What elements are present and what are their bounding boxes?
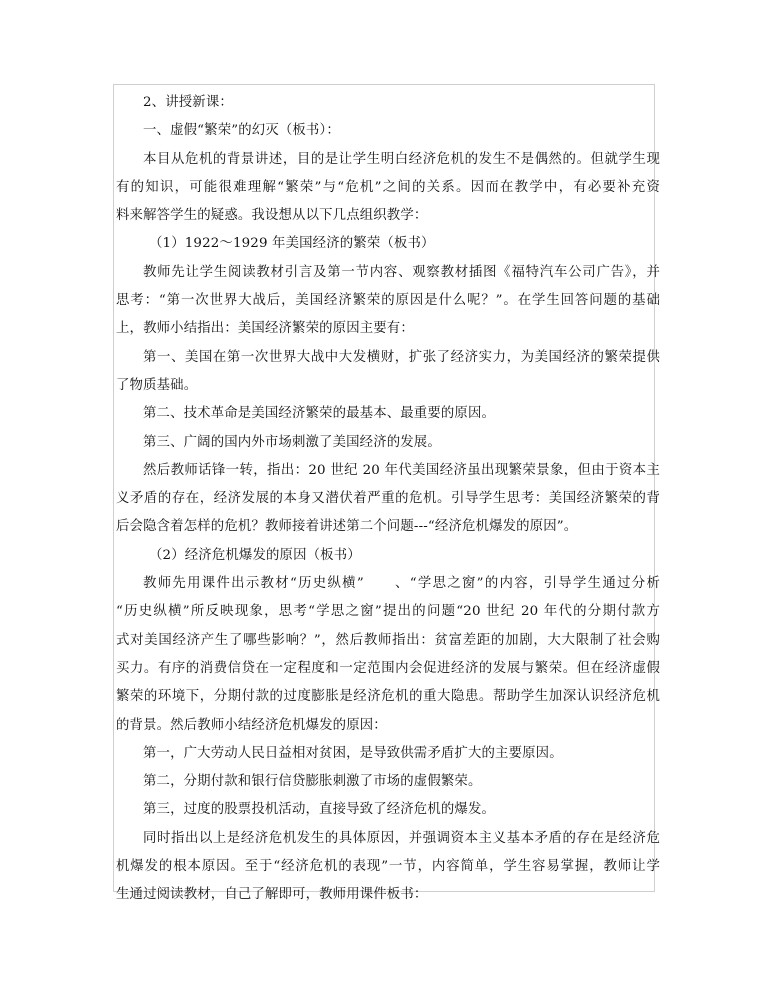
paragraph-line: 然后教师话锋一转，指出：20 世纪 20 年代美国经济虽出现繁荣景象，但由于资本主 (143, 462, 660, 478)
line-text-part: 、“学思之窗”的内容，引导学生通过分析 (393, 576, 661, 592)
line-text-part: 教师先用课件出示教材“历史纵横” (143, 576, 364, 592)
paragraph-line: 教师先让学生阅读教材引言及第一节内容、观察教材插图《福特汽车公司广告》，并 (143, 264, 660, 280)
paragraph-line: 一、虚假“繁荣”的幻灭（板书）： (143, 123, 340, 139)
paragraph-line: 上，教师小结指出：美国经济繁荣的原因主要有： (116, 321, 414, 337)
paragraph-line: 思考：“第一次世界大战后，美国经济繁荣的原因是什么呢？”。在学生回答问题的基础 (116, 293, 660, 309)
paragraph-line: 第二、技术革命是美国经济繁荣的最基本、最重要的原因。 (143, 406, 496, 422)
paragraph-line: （1）1922～1929 年美国经济的繁荣（板书） (149, 236, 435, 252)
paragraph-line: 第二，分期付款和银行信贷膨胀刺激了市场的虚假繁荣。 (143, 774, 482, 790)
paragraph-line: 同时指出以上是经济危机发生的具体原因，并强调资本主义基本矛盾的存在是经济危 (143, 830, 660, 846)
paragraph-line: 繁荣的环境下，分期付款的过度膨胀是经济危机的重大隐患。帮助学生加深认识经济危机 (116, 689, 660, 705)
paragraph-line: 的背景。然后教师小结经济危机爆发的原因： (116, 717, 387, 733)
paragraph-line: 买力。有序的消费信贷在一定程度和一定范围内会促进经济的发展与繁荣。但在经济虚假 (116, 660, 660, 676)
paragraph-line: 机爆发的根本原因。至于“经济危机的表现”一节，内容简单，学生容易掌握，教师让学 (116, 859, 660, 875)
paragraph-line: 了物质基础。 (116, 377, 198, 393)
paragraph-line (116, 570, 660, 598)
paragraph-line: 生通过阅读教材，自己了解即可，教师用课件板书： (116, 887, 428, 903)
paragraph-line: 第一、美国在第一次世界大战中大发横财，扩张了经济实力，为美国经济的繁荣提供 (143, 349, 660, 365)
paragraph-line: 第三、广阔的国内外市场刺激了美国经济的发展。 (143, 434, 441, 450)
paragraph-line: 2、讲授新课： (143, 95, 233, 110)
paragraph-line: 有的知识，可能很难理解“繁荣”与“危机”之间的关系。因而在教学中，有必要补充资 (116, 179, 660, 195)
paragraph-line: “历史纵横”所反映现象，思考“学思之窗”提出的问题“20 世纪 20 年代的分期付款方 (116, 604, 660, 620)
paragraph-line: 本目从危机的背景讲述，目的是让学生明白经济危机的发生不是偶然的。但就学生现 (143, 151, 660, 167)
paragraph-line: 后会隐含着怎样的危机？教师接着讲述第二个问题---“经济危机爆发的原因”。 (116, 519, 578, 535)
paragraph-line: 第三，过度的股票投机活动，直接导致了经济危机的爆发。 (143, 802, 496, 818)
paragraph-line: 料来解答学生的疑惑。我设想从以下几点组织教学： (116, 208, 428, 224)
document-body (116, 89, 660, 910)
paragraph-line: 式对美国经济产生了哪些影响？”，然后教师指出：贫富差距的加剧，大大限制了社会购 (116, 632, 660, 648)
paragraph-line: （2）经济危机爆发的原因（板书） (149, 547, 361, 563)
paragraph-line: 义矛盾的存在，经济发展的本身又潜伏着严重的危机。引导学生思考：美国经济繁荣的背 (116, 491, 660, 507)
paragraph-line: 第一，广大劳动人民日益相对贫困，是导致供需矛盾扩大的主要原因。 (143, 745, 563, 761)
